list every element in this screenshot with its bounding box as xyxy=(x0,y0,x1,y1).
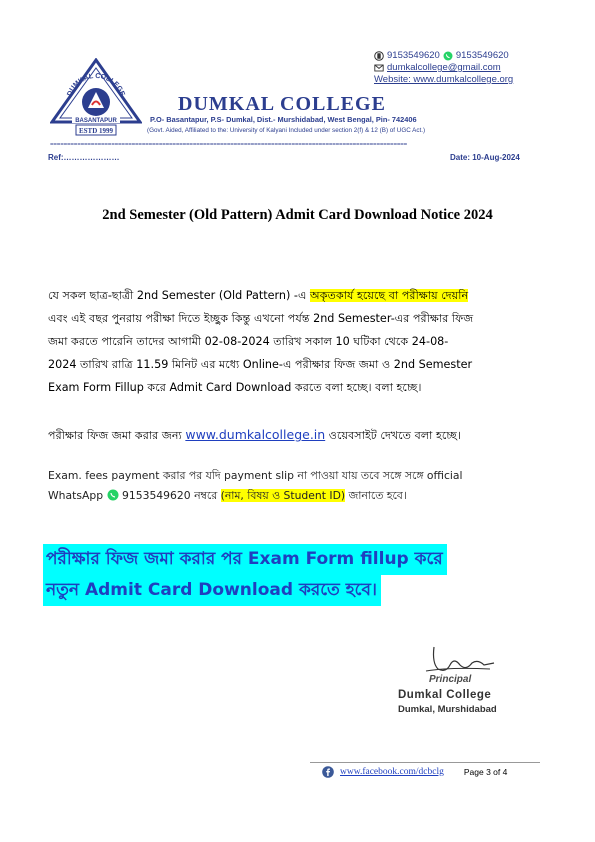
college-website-link[interactable]: www.dumkalcollege.in xyxy=(185,427,326,442)
whatsapp-icon xyxy=(107,489,119,501)
paragraph-text: পরীক্ষার ফিজ জমা করার জন্য xyxy=(48,429,186,442)
paragraph-text: যে সকল ছাত্র-ছাত্রী 2nd Semester (Old Pattern) -এ xyxy=(48,289,311,302)
email-icon xyxy=(374,63,384,73)
contact-website-row xyxy=(374,74,513,86)
header-divider: ========================================================================================================= xyxy=(50,141,408,148)
notice-paragraph-2 xyxy=(48,423,558,447)
college-name: DUMKAL COLLEGE xyxy=(178,93,386,115)
paragraph-text: 9153549620 নম্বরে xyxy=(118,489,221,502)
notice-paragraph-3 xyxy=(48,466,558,506)
reference-number: Ref:………………… xyxy=(48,153,120,162)
paragraph-line xyxy=(48,423,558,447)
paragraph-line: এবং এই বছর পুনরায় পরীক্ষা দিতে ইচ্ছুক কিন্তু এখনো পর্যন্ত 2nd Semester-এর পরীক্ষার ফিজ xyxy=(48,312,474,325)
footer xyxy=(322,766,507,778)
logo-ring-text: DUMKAL COLLEGE xyxy=(66,72,126,98)
highlighted-text: অকৃতকার্য হয়েছে বা পরীক্ষায় দেয়নি xyxy=(310,289,469,302)
website-link[interactable]: Website: www.dumkalcollege.org xyxy=(374,74,514,85)
contact-email-row xyxy=(374,62,513,74)
phone-number: 9153549620 xyxy=(387,50,440,61)
notice-title: 2nd Semester (Old Pattern) Admit Card Download Notice 2024 xyxy=(102,207,493,223)
notice-paragraph-1 xyxy=(48,284,558,399)
paragraph-text: জানাতে হবে। xyxy=(345,489,407,502)
signature-title: Principal xyxy=(429,674,472,685)
banner-line: পরীক্ষার ফিজ জমা করার পর Exam Form fillup করে xyxy=(43,544,447,575)
paragraph-text: WhatsApp xyxy=(48,489,107,502)
signature-place: Dumkal, Murshidabad xyxy=(398,704,497,715)
college-address: P.O- Basantapur, P.S- Dumkal, Dist.- Murshidabad, West Bengal, Pin- 742406 xyxy=(150,115,417,124)
paragraph-line: Exam. fees payment করার পর যদি payment slip না পাওয়া যায় তবে সঙ্গে সঙ্গে official xyxy=(48,469,463,482)
facebook-link[interactable]: www.facebook.com/dcbclg xyxy=(340,767,444,777)
phone-icon xyxy=(374,51,384,61)
college-affiliation: (Govt. Aided, Affiliated to the: University of Kalyani Included under section 2(f) & 12 (B) of UGC Act.) xyxy=(147,127,426,134)
highlight-banner xyxy=(43,544,447,606)
whatsapp-icon xyxy=(443,51,453,61)
college-logo xyxy=(50,58,142,136)
footer-divider xyxy=(310,762,540,763)
contact-block xyxy=(374,50,513,86)
logo-banner-text: BASANTAPUR xyxy=(75,118,117,124)
facebook-icon xyxy=(322,766,334,778)
paragraph-line: Exam Form Fillup করে Admit Card Download করতে বলা হচ্ছে। বলা হচ্ছে। xyxy=(48,381,422,394)
paragraph-line: 2024 তারিখ রাত্রি 11.59 মিনিট এর মধ্যে Online-এ পরীক্ষার ফিজ জমা ও 2nd Semester xyxy=(48,358,473,371)
signature-college: Dumkal College xyxy=(398,689,492,701)
contact-phone-row xyxy=(374,50,513,62)
page-number: Page 3 of 4 xyxy=(463,767,508,777)
whatsapp-number: 9153549620 xyxy=(455,50,509,61)
paragraph-text: ওয়েবসাইট দেখতে বলা হচ্ছে। xyxy=(325,429,461,442)
logo-estd-text: ESTD 1999 xyxy=(78,127,114,135)
highlighted-text: (নাম, বিষয় ও Student ID) xyxy=(220,489,346,502)
email-link[interactable]: dumkalcollege@gmail.com xyxy=(387,62,501,73)
banner-line: নতুন Admit Card Download করতে হবে। xyxy=(43,575,381,606)
notice-date: Date: 10-Aug-2024 xyxy=(450,153,520,162)
paragraph-line xyxy=(48,486,558,506)
paragraph-line: জমা করতে পারেনি তাদের আগামী 02-08-2024 তারিখ সকাল 10 ঘটিকা থেকে 24-08- xyxy=(48,335,449,348)
paragraph-line xyxy=(48,284,558,307)
